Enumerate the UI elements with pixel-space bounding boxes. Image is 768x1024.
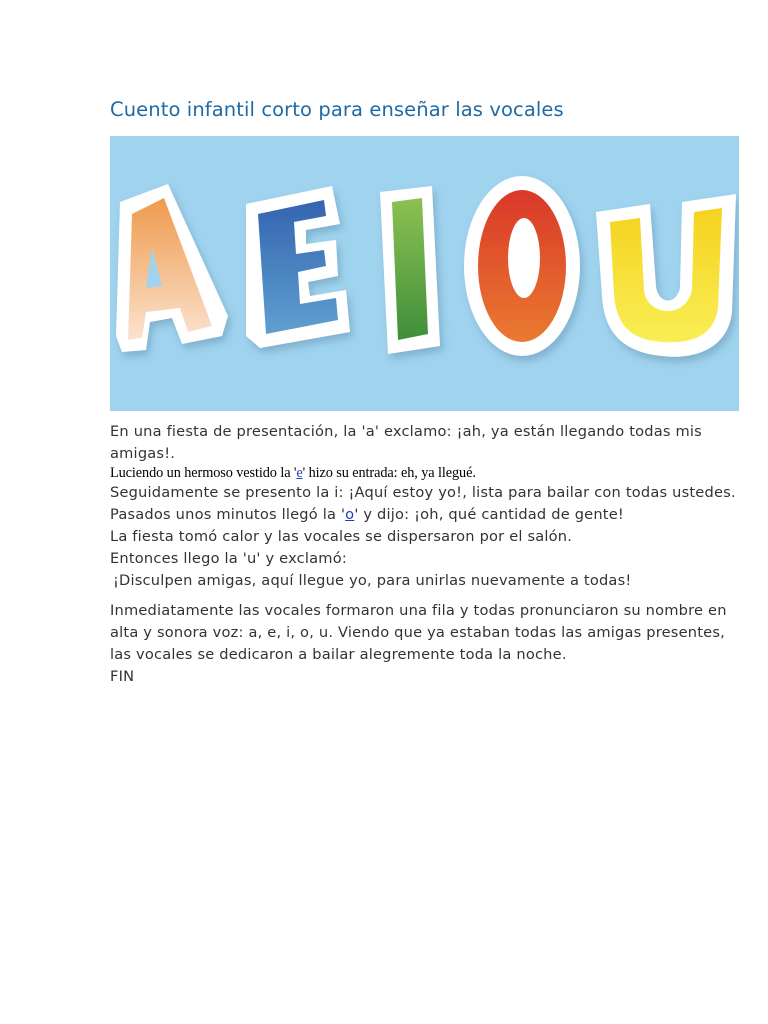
vowels-illustration <box>110 136 739 411</box>
letter-a-shape <box>116 184 228 352</box>
letter-e-shape <box>246 186 350 348</box>
vowels-banner-image <box>110 136 739 411</box>
story-paragraph-2 <box>110 465 750 482</box>
story-text-fragment: Pasados unos minutos llegó la ' <box>110 506 346 523</box>
story-text-fragment: ' hizo su entrada: eh, ya llegué. <box>302 465 476 481</box>
story-paragraph-6: Entonces llego la 'u' y exclamó: <box>110 550 347 567</box>
letter-o-link[interactable]: o <box>345 506 355 523</box>
letter-i-shape <box>380 186 440 354</box>
letter-e-link[interactable]: e <box>296 465 303 481</box>
story-paragraph-8: Inmediatamente las vocales formaron una fila y todas pronunciaron su nombre en alta y sonora voz: a, e, i, o, u. Viendo que ya estaban todas las amigas presentes, las vocales se dedicaron a bailar alegremente toda la noche. <box>110 602 727 663</box>
page-title: Cuento infantil corto para enseñar las vocales <box>110 98 564 121</box>
story-text <box>110 421 750 688</box>
story-paragraph-7: ¡Disculpen amigas, aquí llegue yo, para unirlas nuevamente a todas! <box>113 572 632 589</box>
story-text-fragment: ' y dijo: ¡oh, qué cantidad de gente! <box>354 506 624 523</box>
story-paragraph-1: En una fiesta de presentación, la 'a' exclamo: ¡ah, ya están llegando todas mis amigas!. <box>110 423 702 462</box>
letter-u-shape <box>596 194 736 357</box>
story-text-fragment: Luciendo un hermoso vestido la ' <box>110 465 297 481</box>
story-paragraph-5: La fiesta tomó calor y las vocales se dispersaron por el salón. <box>110 528 573 545</box>
letter-o-shape <box>464 176 580 356</box>
story-paragraph-4 <box>110 504 750 526</box>
paragraph-gap <box>110 592 750 600</box>
story-paragraph-3: Seguidamente se presento la i: ¡Aquí estoy yo!, lista para bailar con todas ustedes. <box>110 484 736 501</box>
story-ending: FIN <box>110 668 135 685</box>
